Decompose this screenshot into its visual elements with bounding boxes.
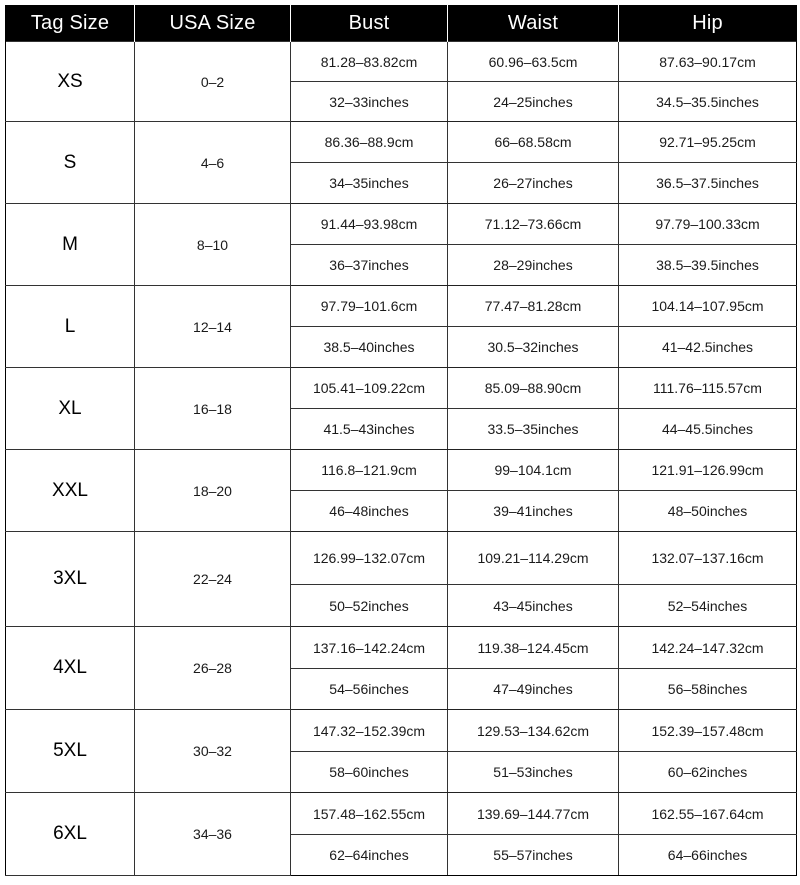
tag-size-cell: S (6, 122, 135, 204)
waist-inches-cell: 51–53inches (448, 752, 619, 793)
hip-cm-cell: 104.14–107.95cm (619, 286, 797, 327)
hip-cm-cell: 152.39–157.48cm (619, 710, 797, 752)
hip-inches-cell: 64–66inches (619, 835, 797, 876)
size-chart-body (6, 42, 797, 876)
bust-inches-cell: 32–33inches (291, 82, 448, 122)
usa-size-cell: 0–2 (135, 42, 291, 122)
hip-cm-cell: 97.79–100.33cm (619, 204, 797, 245)
waist-inches-cell: 33.5–35inches (448, 409, 619, 450)
usa-size-cell: 16–18 (135, 368, 291, 450)
tag-size-cell: XS (6, 42, 135, 122)
tag-size-cell: 3XL (6, 532, 135, 627)
waist-inches-cell: 47–49inches (448, 669, 619, 710)
usa-size-cell: 34–36 (135, 793, 291, 876)
hip-inches-cell: 34.5–35.5inches (619, 82, 797, 122)
header-hip: Hip (619, 5, 797, 42)
bust-cm-cell: 86.36–88.9cm (291, 122, 448, 163)
table-row (6, 368, 797, 409)
bust-cm-cell: 105.41–109.22cm (291, 368, 448, 409)
usa-size-cell: 8–10 (135, 204, 291, 286)
header-tag-size: Tag Size (6, 5, 135, 42)
waist-cm-cell: 66–68.58cm (448, 122, 619, 163)
bust-inches-cell: 41.5–43inches (291, 409, 448, 450)
hip-inches-cell: 48–50inches (619, 491, 797, 532)
usa-size-cell: 18–20 (135, 450, 291, 532)
tag-size-cell: 6XL (6, 793, 135, 876)
bust-cm-cell: 137.16–142.24cm (291, 627, 448, 669)
waist-cm-cell: 109.21–114.29cm (448, 532, 619, 585)
hip-cm-cell: 87.63–90.17cm (619, 42, 797, 82)
header-usa-size: USA Size (135, 5, 291, 42)
tag-size-cell: M (6, 204, 135, 286)
hip-inches-cell: 56–58inches (619, 669, 797, 710)
hip-inches-cell: 36.5–37.5inches (619, 163, 797, 204)
bust-cm-cell: 126.99–132.07cm (291, 532, 448, 585)
waist-inches-cell: 28–29inches (448, 245, 619, 286)
bust-cm-cell: 97.79–101.6cm (291, 286, 448, 327)
waist-inches-cell: 43–45inches (448, 585, 619, 627)
waist-inches-cell: 24–25inches (448, 82, 619, 122)
bust-inches-cell: 50–52inches (291, 585, 448, 627)
waist-inches-cell: 39–41inches (448, 491, 619, 532)
hip-inches-cell: 41–42.5inches (619, 327, 797, 368)
hip-cm-cell: 142.24–147.32cm (619, 627, 797, 669)
waist-inches-cell: 55–57inches (448, 835, 619, 876)
bust-inches-cell: 36–37inches (291, 245, 448, 286)
header-waist: Waist (448, 5, 619, 42)
table-row (6, 122, 797, 163)
bust-inches-cell: 54–56inches (291, 669, 448, 710)
bust-cm-cell: 116.8–121.9cm (291, 450, 448, 491)
header-row (6, 5, 797, 42)
waist-cm-cell: 119.38–124.45cm (448, 627, 619, 669)
waist-inches-cell: 30.5–32inches (448, 327, 619, 368)
hip-cm-cell: 132.07–137.16cm (619, 532, 797, 585)
tag-size-cell: XL (6, 368, 135, 450)
header-bust: Bust (291, 5, 448, 42)
hip-inches-cell: 60–62inches (619, 752, 797, 793)
waist-cm-cell: 60.96–63.5cm (448, 42, 619, 82)
usa-size-cell: 22–24 (135, 532, 291, 627)
waist-cm-cell: 77.47–81.28cm (448, 286, 619, 327)
waist-cm-cell: 71.12–73.66cm (448, 204, 619, 245)
tag-size-cell: 4XL (6, 627, 135, 710)
bust-cm-cell: 81.28–83.82cm (291, 42, 448, 82)
size-chart-table (5, 5, 797, 876)
hip-inches-cell: 44–45.5inches (619, 409, 797, 450)
usa-size-cell: 4–6 (135, 122, 291, 204)
hip-cm-cell: 92.71–95.25cm (619, 122, 797, 163)
table-row (6, 286, 797, 327)
bust-inches-cell: 38.5–40inches (291, 327, 448, 368)
table-row (6, 204, 797, 245)
waist-cm-cell: 85.09–88.90cm (448, 368, 619, 409)
table-row (6, 42, 797, 82)
table-row (6, 450, 797, 491)
tag-size-cell: 5XL (6, 710, 135, 793)
hip-inches-cell: 52–54inches (619, 585, 797, 627)
table-row (6, 532, 797, 585)
waist-cm-cell: 139.69–144.77cm (448, 793, 619, 835)
waist-inches-cell: 26–27inches (448, 163, 619, 204)
bust-inches-cell: 34–35inches (291, 163, 448, 204)
usa-size-cell: 12–14 (135, 286, 291, 368)
bust-inches-cell: 62–64inches (291, 835, 448, 876)
waist-cm-cell: 99–104.1cm (448, 450, 619, 491)
tag-size-cell: XXL (6, 450, 135, 532)
tag-size-cell: L (6, 286, 135, 368)
bust-cm-cell: 91.44–93.98cm (291, 204, 448, 245)
size-chart-header (6, 5, 797, 42)
hip-cm-cell: 162.55–167.64cm (619, 793, 797, 835)
bust-inches-cell: 46–48inches (291, 491, 448, 532)
hip-inches-cell: 38.5–39.5inches (619, 245, 797, 286)
table-row (6, 710, 797, 752)
bust-inches-cell: 58–60inches (291, 752, 448, 793)
usa-size-cell: 30–32 (135, 710, 291, 793)
bust-cm-cell: 147.32–152.39cm (291, 710, 448, 752)
table-row (6, 627, 797, 669)
usa-size-cell: 26–28 (135, 627, 291, 710)
bust-cm-cell: 157.48–162.55cm (291, 793, 448, 835)
table-row (6, 793, 797, 835)
waist-cm-cell: 129.53–134.62cm (448, 710, 619, 752)
hip-cm-cell: 111.76–115.57cm (619, 368, 797, 409)
hip-cm-cell: 121.91–126.99cm (619, 450, 797, 491)
